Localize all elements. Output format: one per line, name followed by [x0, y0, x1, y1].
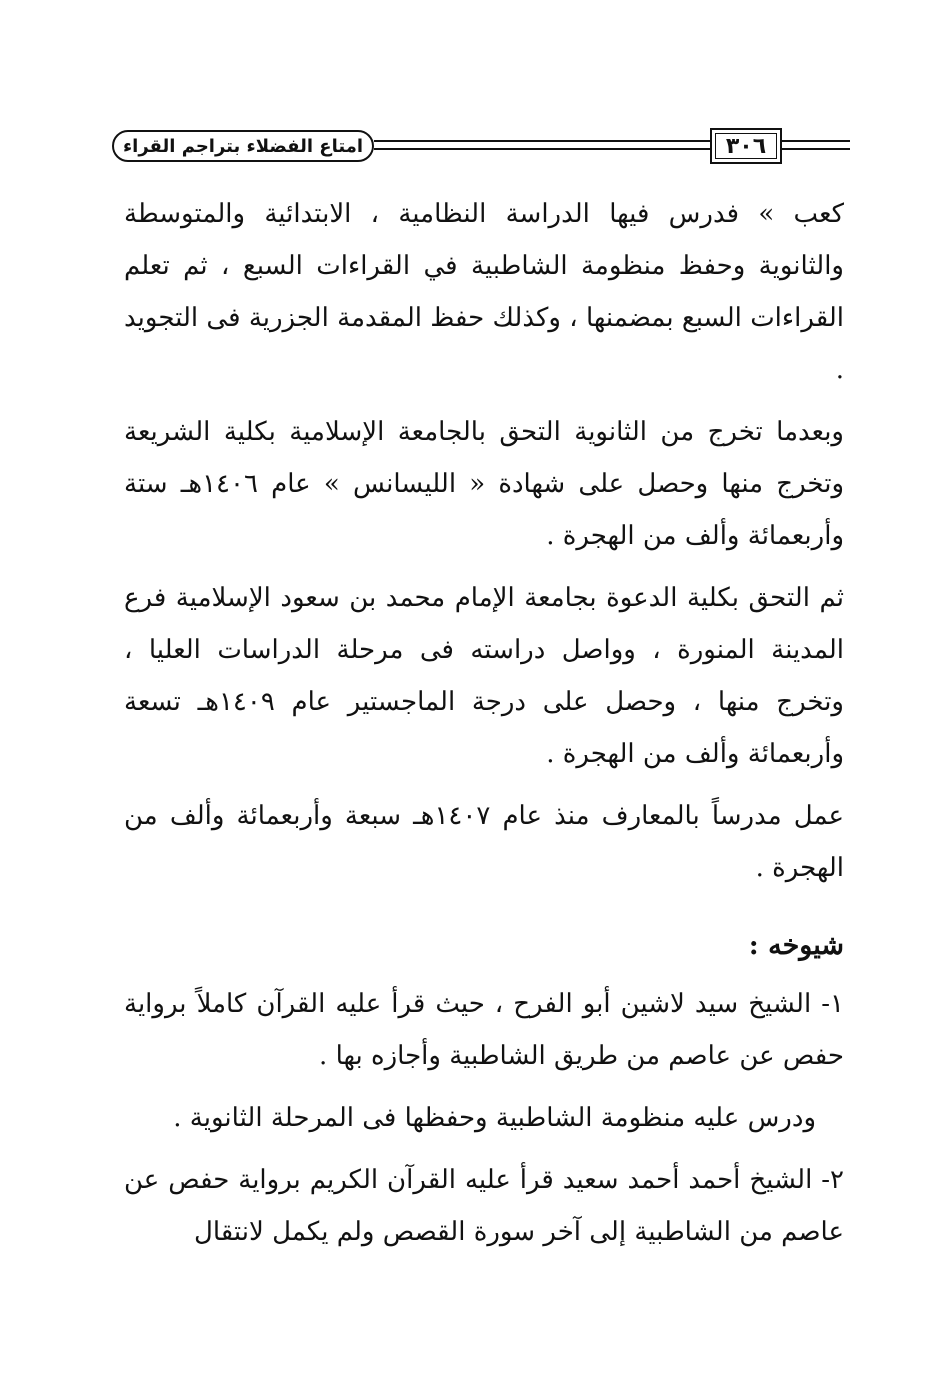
page-number	[710, 128, 782, 164]
book-title: امتاع الفضلاء بتراجم القراء	[112, 130, 374, 162]
teacher-item-1: ١- الشيخ سيد لاشين أبو الفرح ، حيث قرأ عليه القرآن كاملاً برواية حفص عن عاصم من طريق الشاطبية وأجازه بها .	[124, 989, 844, 1071]
header-rule-left-top	[374, 140, 710, 142]
paragraph-masters: ثم التحق بكلية الدعوة بجامعة الإمام محمد بن سعود الإسلامية فرع المدينة المنورة ، وواصل دراسته فى مرحلة الدراسات العليا ، وتخرج منها ، وحصل على درجة الماجستير عام ١٤٠٩هـ تسعة وأربعمائة وألف من الهجرة .	[124, 583, 844, 769]
header-rule-left-bottom	[374, 148, 710, 150]
teacher-item-2: ٢- الشيخ أحمد أحمد سعيد قرأ عليه القرآن الكريم برواية حفص عن عاصم من الشاطبية إلى آخر سورة القصص ولم يكمل لانتقال	[124, 1165, 844, 1247]
page-number-text: ٣٠٦	[725, 133, 767, 159]
section-heading-teachers: شيوخه :	[748, 930, 844, 961]
paragraph-education: كعب » فدرس فيها الدراسة النظامية ، الابتدائية والمتوسطة والثانوية وحفظ منظومة الشاطبية في القراءات السبع ، ثم تعلم القراءات السبع بمضمنها ، وكذلك حفظ المقدمة الجزرية فى التجويد .	[124, 199, 844, 385]
paragraph-teaching: عمل مدرساً بالمعارف منذ عام ١٤٠٧هـ سبعة وأربعمائة وألف من الهجرة .	[124, 801, 844, 883]
page-body	[124, 188, 844, 1268]
paragraph-university: وبعدما تخرج من الثانوية التحق بالجامعة الإسلامية بكلية الشريعة وتخرج منها وحصل على شهادة « الليسانس » عام ١٤٠٦هـ ستة وأربعمائة وألف من الهجرة .	[124, 417, 844, 551]
header-rule-right-top	[782, 140, 850, 142]
header-rule-right-bottom	[782, 148, 850, 150]
teacher-item-1-note: ودرس عليه منظومة الشاطبية وحفظها فى المرحلة الثانوية .	[173, 1103, 816, 1133]
page-header	[112, 128, 850, 168]
